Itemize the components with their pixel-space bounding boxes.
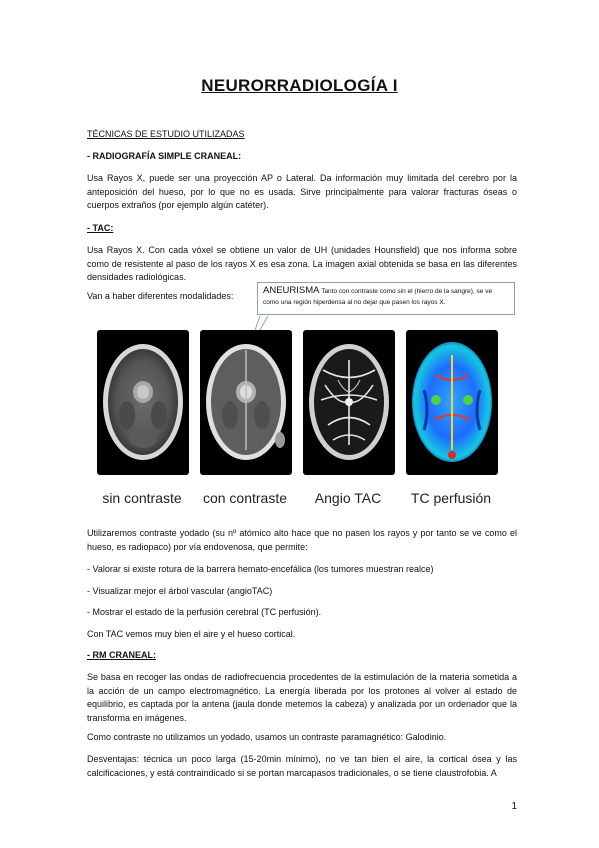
rm-paragraph-1: Se basa en recoger las ondas de radiofrecuencia procedentes de la estimulación de la materia sometida a la acción de un campo electromagnético. La energía liberada por los protones al volver al estado de equilibrio, es captada por la antena (jaula donde metemos la cabeza) y analizada por un ordenador que la transforma en imágenes. [87, 672, 517, 723]
aneurisma-callout [257, 282, 515, 315]
callout-text: Tanto con contraste como sin el (hierro de la sangre), se ve como una región hiperdensa al no dejar que pasen los rayos X. [263, 288, 493, 306]
scan-con-contraste [200, 330, 292, 475]
scan-tc-perfusion [406, 330, 498, 475]
caption-tc-perfusion: TC perfusión [410, 490, 492, 506]
scan-sin-contraste [97, 330, 189, 475]
tac-modalidades: Van a haber diferentes modalidades: [87, 291, 234, 301]
rm-paragraph-2: Como contraste no utilizamos un yodado, usamos un contraste paramagnético: Galodinio. [87, 732, 447, 742]
section-heading: TÉCNICAS DE ESTUDIO UTILIZADAS [87, 129, 245, 139]
tac-heading: - TAC: [87, 223, 114, 233]
radiografia-heading: - RADIOGRAFÍA SIMPLE CRANEAL: [87, 151, 242, 161]
contraste-item-3: - Mostrar el estado de la perfusión cerebral (TC perfusión). [87, 607, 322, 617]
tac-paragraph: Usa Rayos X. Con cada vóxel se obtiene un valor de UH (unidades Hounsfield) que nos informa sobre como de resistente al paso de los rayos X es esa zona. La imagen axial obtenida se basa en las diferentes densidades radiológicas. [87, 245, 517, 282]
radiografia-paragraph: Usa Rayos X, puede ser una proyección AP o Lateral. Da información muy limitada del cerebro por la anteposición del hueso, por lo que no es usada. Sirve principalmente para valorar fracturas óseas o cuerpos extraños (por ejemplo algún catéter). [87, 173, 517, 210]
contraste-item-1: - Valorar si existe rotura de la barrera hemato-encefálica (los tumores muestran realce) [87, 564, 434, 574]
contraste-item-2: - Visualizar mejor el árbol vascular (angioTAC) [87, 586, 273, 596]
page-title: NEURORRADIOLOGÍA I [201, 76, 398, 95]
page-number: 1 [511, 801, 517, 812]
scan-angio-tac [303, 330, 395, 475]
rm-heading: - RM CRANEAL: [87, 650, 156, 660]
caption-sin-contraste: sin contraste [102, 490, 182, 506]
caption-con-contraste: con contraste [202, 490, 288, 506]
caption-angio-tac: Angio TAC [314, 490, 382, 506]
contraste-conclusion: Con TAC vemos muy bien el aire y el hueso cortical. [87, 629, 296, 639]
callout-label: ANEURISMA [263, 285, 320, 296]
rm-paragraph-3: Desventajas: técnica un poco larga (15-20min mínimo), no ve tan bien el aire, la cortical ósea y las calcificaciones, y está contraindicado si se portan marcapasos tradicionales, o se tiene claustrofobia. A [87, 754, 517, 778]
tac-modalities-figure [97, 330, 510, 516]
contraste-intro: Utilizaremos contraste yodado (su nº atómico alto hace que no pasen los rayos y por tanto se ve como el hueso, es radiopaco) por vía endovenosa, que permite: [87, 528, 517, 552]
